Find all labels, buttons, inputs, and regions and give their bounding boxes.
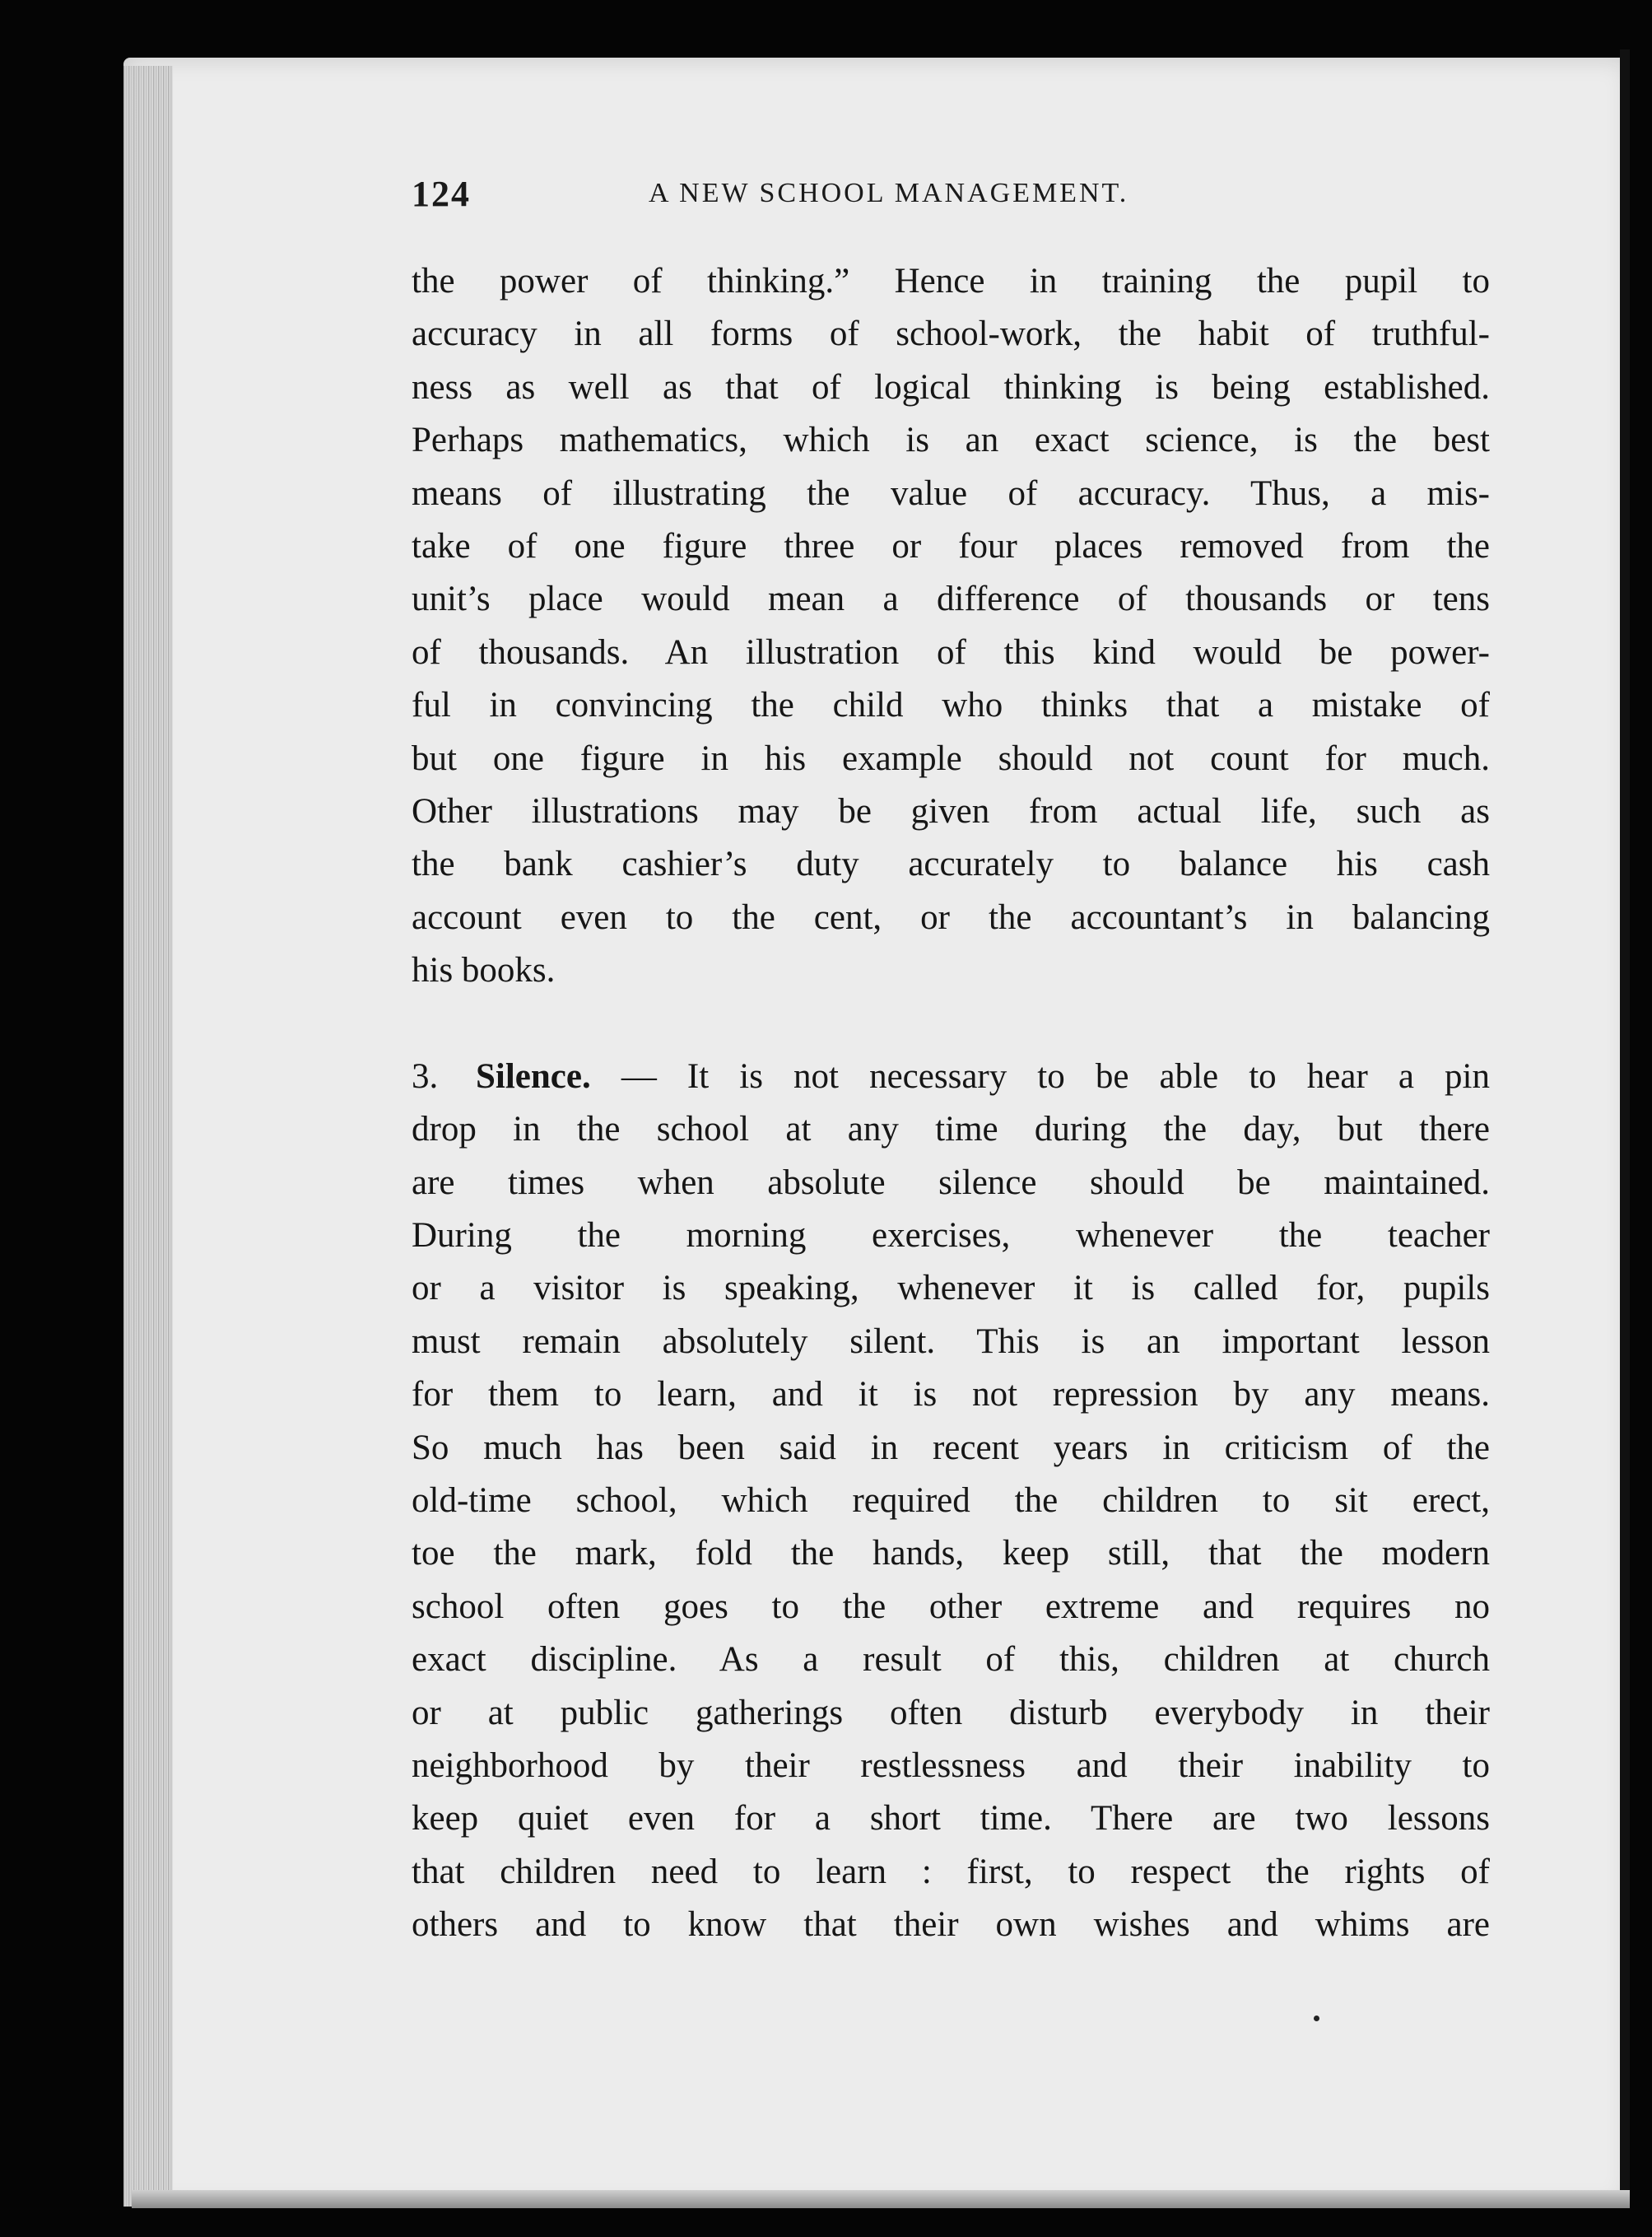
text-line: keep quiet even for a short time. There are two lessons [412,1799,1490,1839]
ink-speck [1314,2016,1319,2021]
text-line: During the morning exercises, whenever the teacher [412,1215,1490,1255]
paragraph-accuracy [412,255,1490,998]
section-number: 3. [412,1056,439,1096]
section-first-line-text: — It is not necessary to be able to hear a pin [590,1056,1490,1096]
text-line: Other illustrations may be given from actual life, such as [412,792,1490,832]
text-line: drop in the school at any time during the day, but there [412,1110,1490,1149]
text-line: school often goes to the other extreme and requires no [412,1587,1490,1626]
text-line: accuracy in all forms of school-work, the habit of truthful- [412,315,1490,354]
text-line: ful in convincing the child who thinks that a mistake of [412,686,1490,725]
page-number: 124 [412,174,471,214]
text-line: means of illustrating the value of accuracy. Thus, a mis- [412,473,1490,513]
text-line: unit’s place would mean a difference of thousands or tens [412,580,1490,619]
text-line: So much has been said in recent years in criticism of the [412,1428,1490,1467]
text-line: account even to the cent, or the accountant’s in balancing [412,897,1490,937]
text-line: or a visitor is speaking, whenever it is called for, pupils [412,1269,1490,1308]
page-header [412,173,1284,222]
binding-shadow [1620,49,1630,2190]
text-line: take of one figure three or four places removed from the [412,527,1490,566]
section-first-line [412,1051,1490,1103]
running-head: A NEW SCHOOL MANAGEMENT. [649,178,1129,208]
text-line: Perhaps mathematics, which is an exact science, is the best [412,421,1490,460]
text-line: others and to know that their own wishes and whims are [412,1905,1490,1945]
text-line: the power of thinking.” Hence in training the pupil to [412,262,1490,301]
body-text [412,255,1490,1952]
paragraph-gap [412,998,1490,1051]
text-line: his books. [412,951,556,990]
text-line: for them to learn, and it is not repression by any means. [412,1375,1490,1414]
text-line: but one figure in his example should not count for much. [412,739,1490,778]
text-line: neighborhood by their restlessness and their inability to [412,1745,1490,1785]
text-line: exact discipline. As a result of this, children at church [412,1640,1490,1680]
text-line: must remain absolutely silent. This is an important lesson [412,1321,1490,1361]
text-line: the bank cashier’s duty accurately to balance his cash [412,845,1490,884]
text-line: that children need to learn : first, to respect the rights of [412,1852,1490,1891]
page-bottom-edge [132,2190,1630,2208]
section-silence [412,1051,1490,1952]
text-line: are times when absolute silence should be maintained. [412,1163,1490,1202]
text-line: ness as well as that of logical thinking is being established. [412,367,1490,407]
section-title: Silence. [476,1056,591,1096]
text-line: or at public gatherings often disturb everybody in their [412,1693,1490,1732]
text-line: of thousands. An illustration of this kind would be power- [412,632,1490,672]
text-line: old-time school, which required the children to sit erect, [412,1480,1490,1520]
page-stack-edge [123,66,173,2207]
text-line: toe the mark, fold the hands, keep still, that the modern [412,1534,1490,1573]
